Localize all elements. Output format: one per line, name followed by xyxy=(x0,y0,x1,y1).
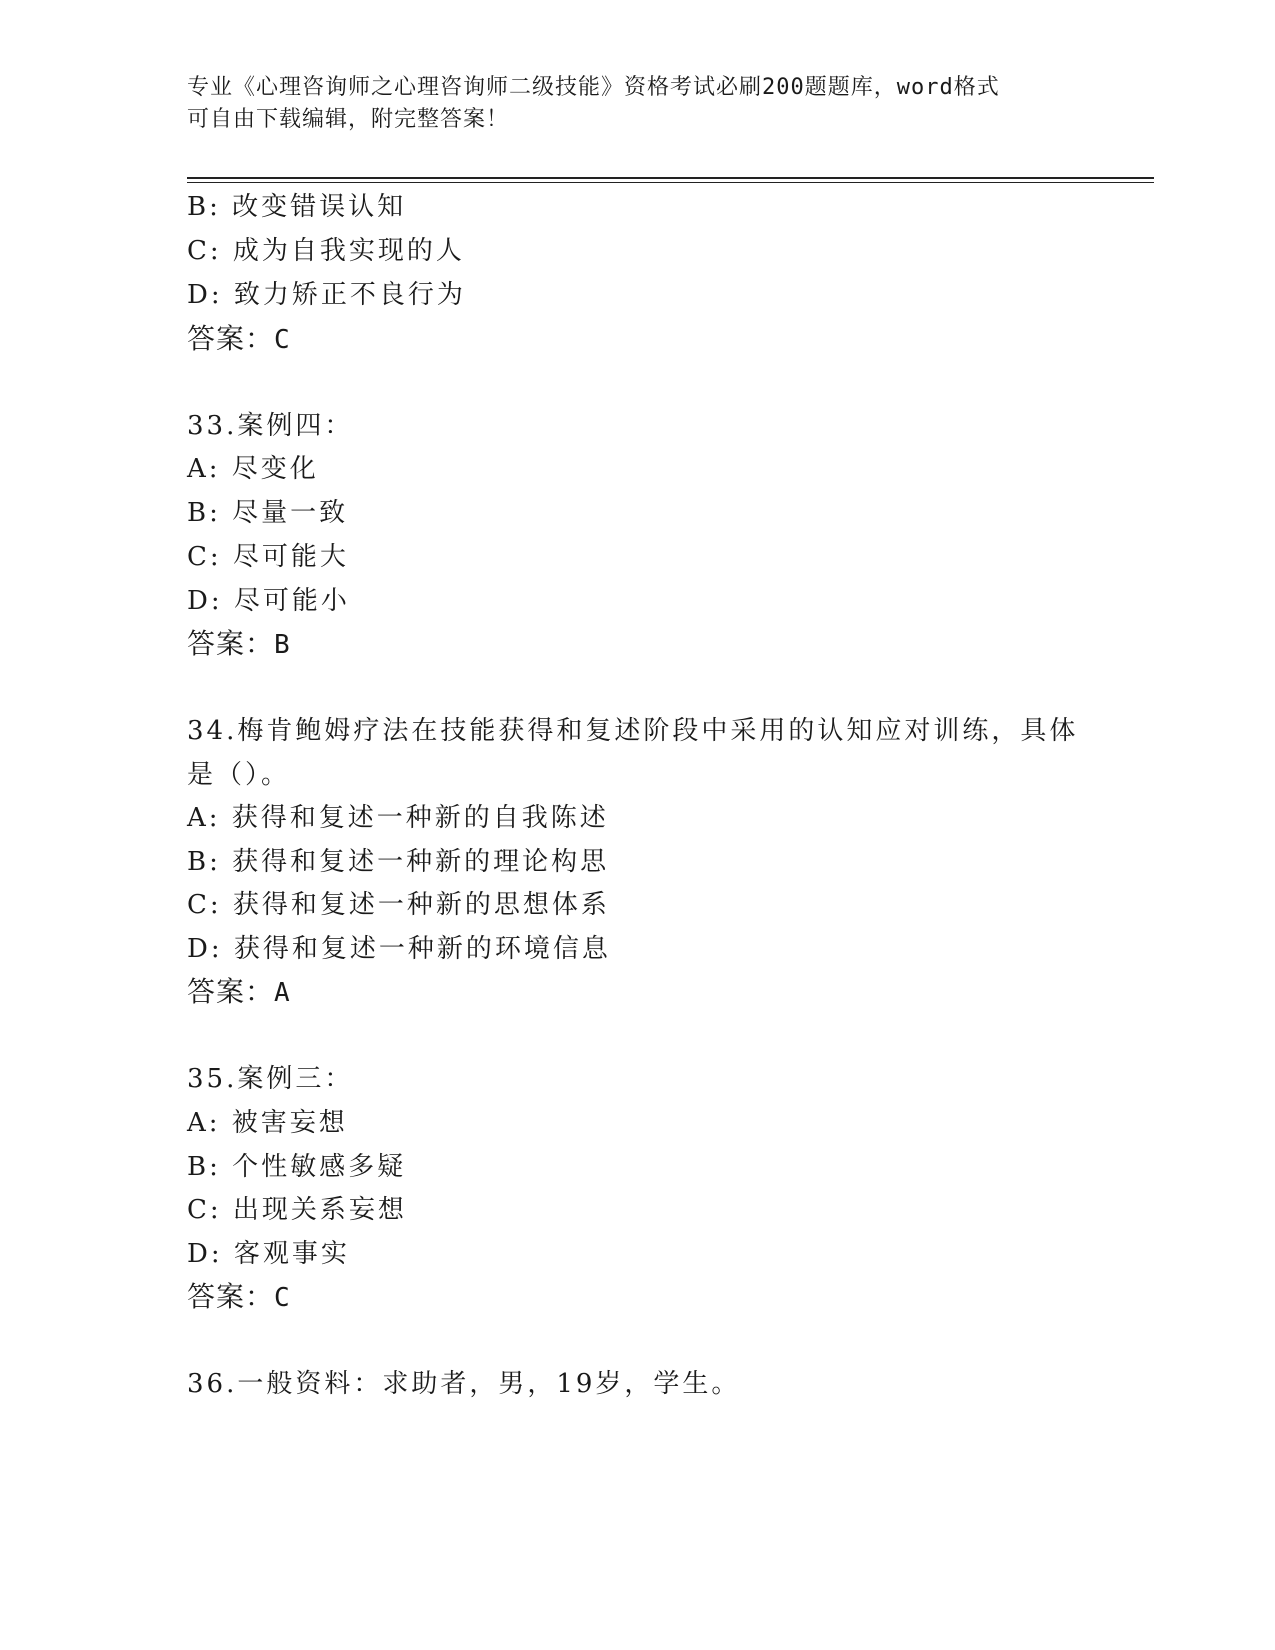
option-a: A: 获得和复述一种新的自我陈述 xyxy=(187,803,609,833)
option-d: D: 获得和复述一种新的环境信息 xyxy=(187,934,611,964)
option-c: C: 获得和复述一种新的思想体系 xyxy=(187,890,610,920)
question-stem: 35.案例三： xyxy=(187,1064,354,1094)
option-d: D: 尽可能小 xyxy=(187,586,350,616)
answer-line xyxy=(187,627,291,662)
option-c: C: 尽可能大 xyxy=(187,542,349,572)
answer-label: 答案： xyxy=(187,627,275,660)
question-stem-line-1: 34.梅肯鲍姆疗法在技能获得和复述阶段中采用的认知应对训练，具体 xyxy=(187,716,1079,746)
answer-line xyxy=(187,975,291,1010)
question-stem: 33.案例四： xyxy=(187,411,354,441)
answer-label: 答案： xyxy=(187,1280,275,1313)
page-header xyxy=(187,72,1087,136)
answer-value: A xyxy=(274,978,291,1008)
option-b: B: 尽量一致 xyxy=(187,498,349,528)
option-b: B: 获得和复述一种新的理论构思 xyxy=(187,847,610,877)
header-divider-thin xyxy=(187,182,1154,183)
header-line-2: 可自由下载编辑，附完整答案！ xyxy=(187,107,510,132)
option-b: B: 改变错误认知 xyxy=(187,192,407,222)
answer-value: C xyxy=(274,325,291,355)
option-d: D: 致力矫正不良行为 xyxy=(187,280,466,310)
question-stem-line-2: 是（）。 xyxy=(187,760,291,790)
answer-label: 答案： xyxy=(187,975,275,1008)
option-c: C: 出现关系妄想 xyxy=(187,1195,407,1225)
header-line-1: 专业《心理咨询师之心理咨询师二级技能》资格考试必刷200题题库，word格式 xyxy=(187,75,1000,100)
answer-line xyxy=(187,1280,291,1315)
option-a: A: 被害妄想 xyxy=(187,1108,348,1138)
option-c: C: 成为自我实现的人 xyxy=(187,236,465,266)
question-stem: 36.一般资料：求助者，男，19岁，学生。 xyxy=(187,1369,741,1399)
answer-value: B xyxy=(274,630,291,660)
option-a: A: 尽变化 xyxy=(187,454,319,484)
answer-line xyxy=(187,322,291,357)
answer-label: 答案： xyxy=(187,322,275,355)
header-divider-thick xyxy=(187,177,1154,179)
option-b: B: 个性敏感多疑 xyxy=(187,1152,407,1182)
option-d: D: 客观事实 xyxy=(187,1239,350,1269)
answer-value: C xyxy=(274,1283,291,1313)
